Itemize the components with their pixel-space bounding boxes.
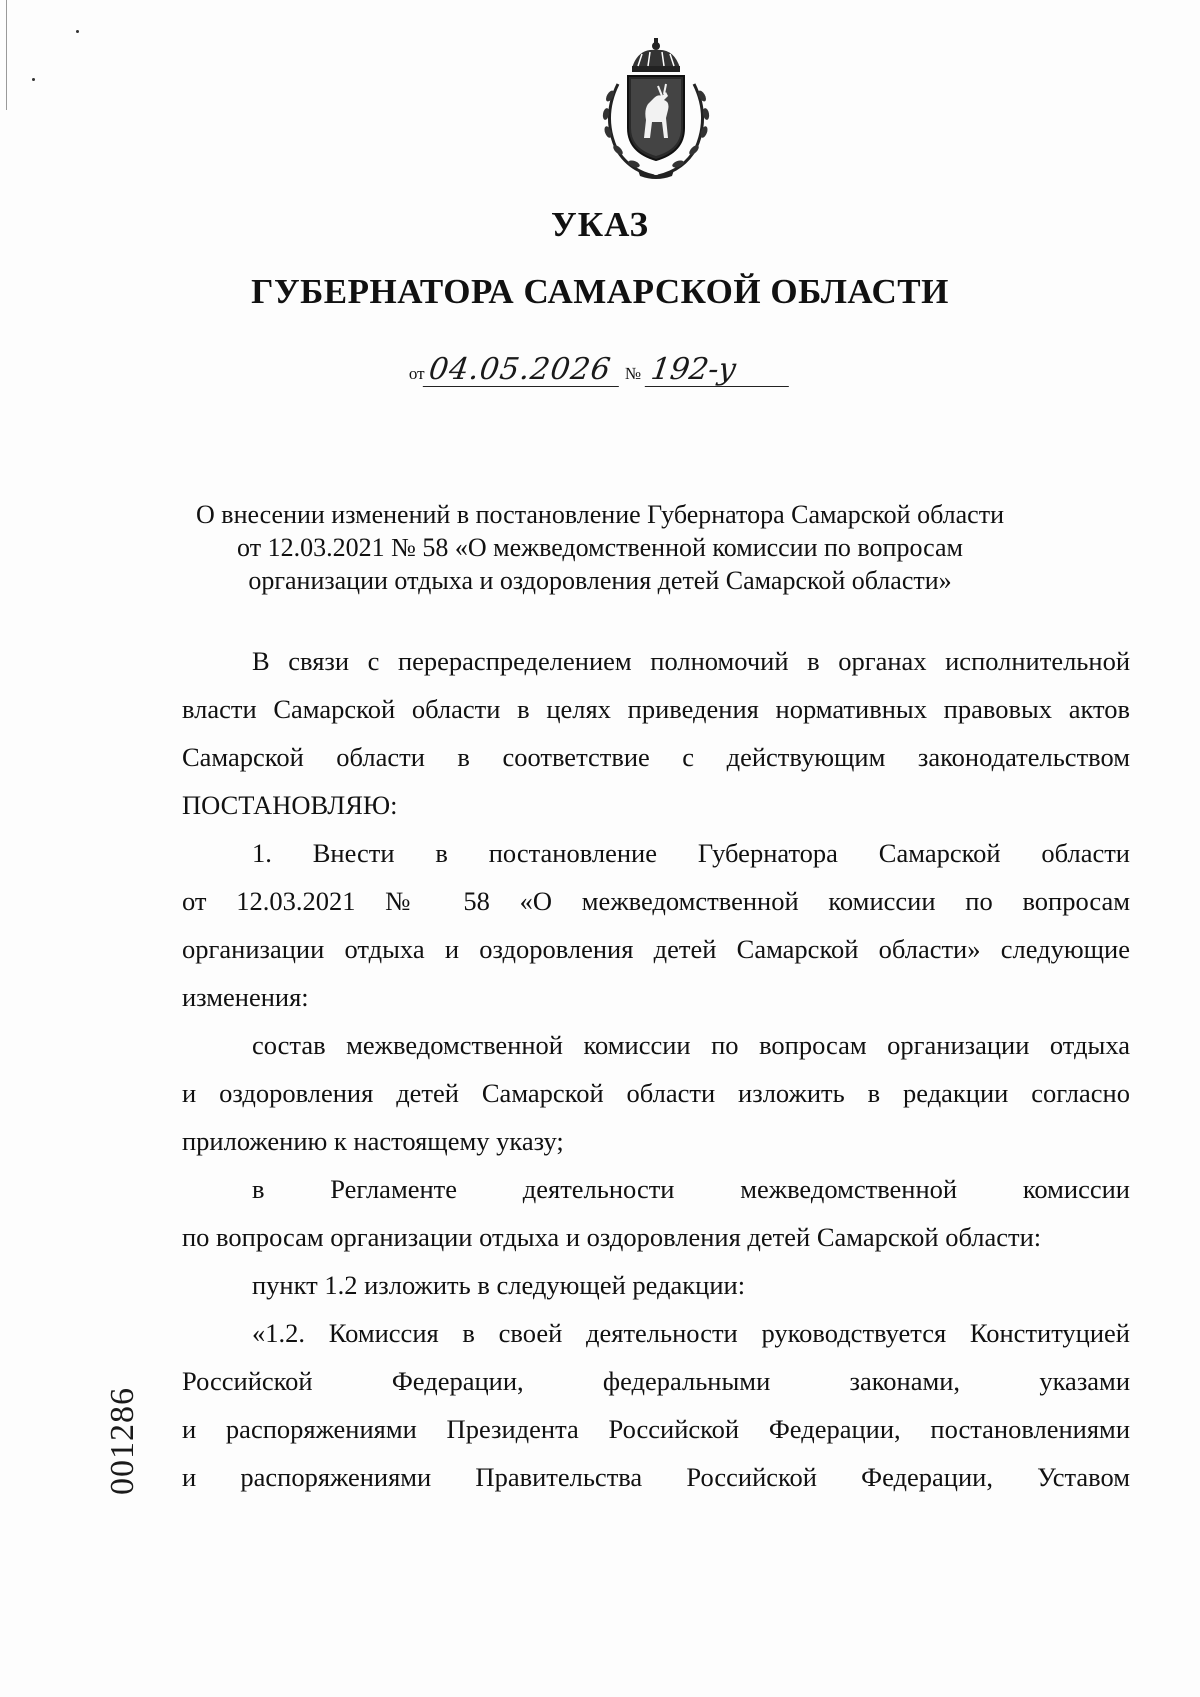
decree-subject [150, 498, 1050, 597]
document-issuer: ГУБЕРНАТОРА САМАРСКОЙ ОБЛАСТИ [251, 272, 949, 311]
body-line: и распоряжениями Президента Российской Федерации, постановлениями [182, 1414, 1130, 1444]
scan-speck [76, 30, 79, 33]
body-line: пункт 1.2 изложить в следующей редакции: [252, 1270, 746, 1300]
date-number-line [0, 352, 1200, 387]
body-line: и распоряжениями Правительства Российской Федерации, Уставом [182, 1462, 1130, 1492]
body-line: и оздоровления детей Самарской области изложить в редакции согласно [182, 1078, 1130, 1108]
body-line: в Регламенте деятельности межведомственной комиссии [252, 1174, 1130, 1204]
body-line: ПОСТАНОВЛЯЮ: [182, 790, 398, 820]
body-line: состав межведомственной комиссии по вопросам организации отдыха [252, 1030, 1130, 1060]
body-line: Российской Федерации, федеральными законами, указами [182, 1366, 1130, 1396]
body-line: В связи с перераспределением полномочий в органах исполнительной [252, 646, 1130, 676]
scan-edge-line [6, 0, 7, 110]
body-line: приложению к настоящему указу; [182, 1126, 564, 1156]
subject-line: организации отдыха и оздоровления детей Самарской области» [248, 566, 952, 595]
body-line: Самарской области в соответствие с действующим законодательством [182, 742, 1130, 772]
body-line: организации отдыха и оздоровления детей Самарской области» следующие [182, 934, 1130, 964]
subject-line: О внесении изменений в постановление Губернатора Самарской области [196, 500, 1004, 529]
subject-line: от 12.03.2021 № 58 «О межведомственной комиссии по вопросам [237, 533, 963, 562]
handwritten-date: 04.05.2026 [422, 355, 622, 387]
body-line: по вопросам организации отдыха и оздоровления детей Самарской области: [182, 1222, 1042, 1252]
body-line: 1. Внести в постановление Губернатора Самарской области [252, 838, 1130, 868]
body-line: власти Самарской области в целях приведения нормативных правовых актов [182, 694, 1130, 724]
coat-of-arms-emblem [588, 36, 724, 182]
date-prefix: от [408, 364, 425, 383]
body-line: от 12.03.2021 № 58 «О межведомственной комиссии по вопросам [182, 886, 1130, 916]
number-prefix: № [624, 364, 642, 383]
body-line: изменения: [182, 982, 309, 1012]
scan-speck [32, 78, 35, 81]
form-serial-number: 001286 [104, 1387, 141, 1495]
document-title: УКАЗ [551, 205, 649, 244]
handwritten-number: 192-у [645, 355, 793, 387]
body-line: «1.2. Комиссия в своей деятельности руководствуется Конституцией [252, 1318, 1130, 1348]
